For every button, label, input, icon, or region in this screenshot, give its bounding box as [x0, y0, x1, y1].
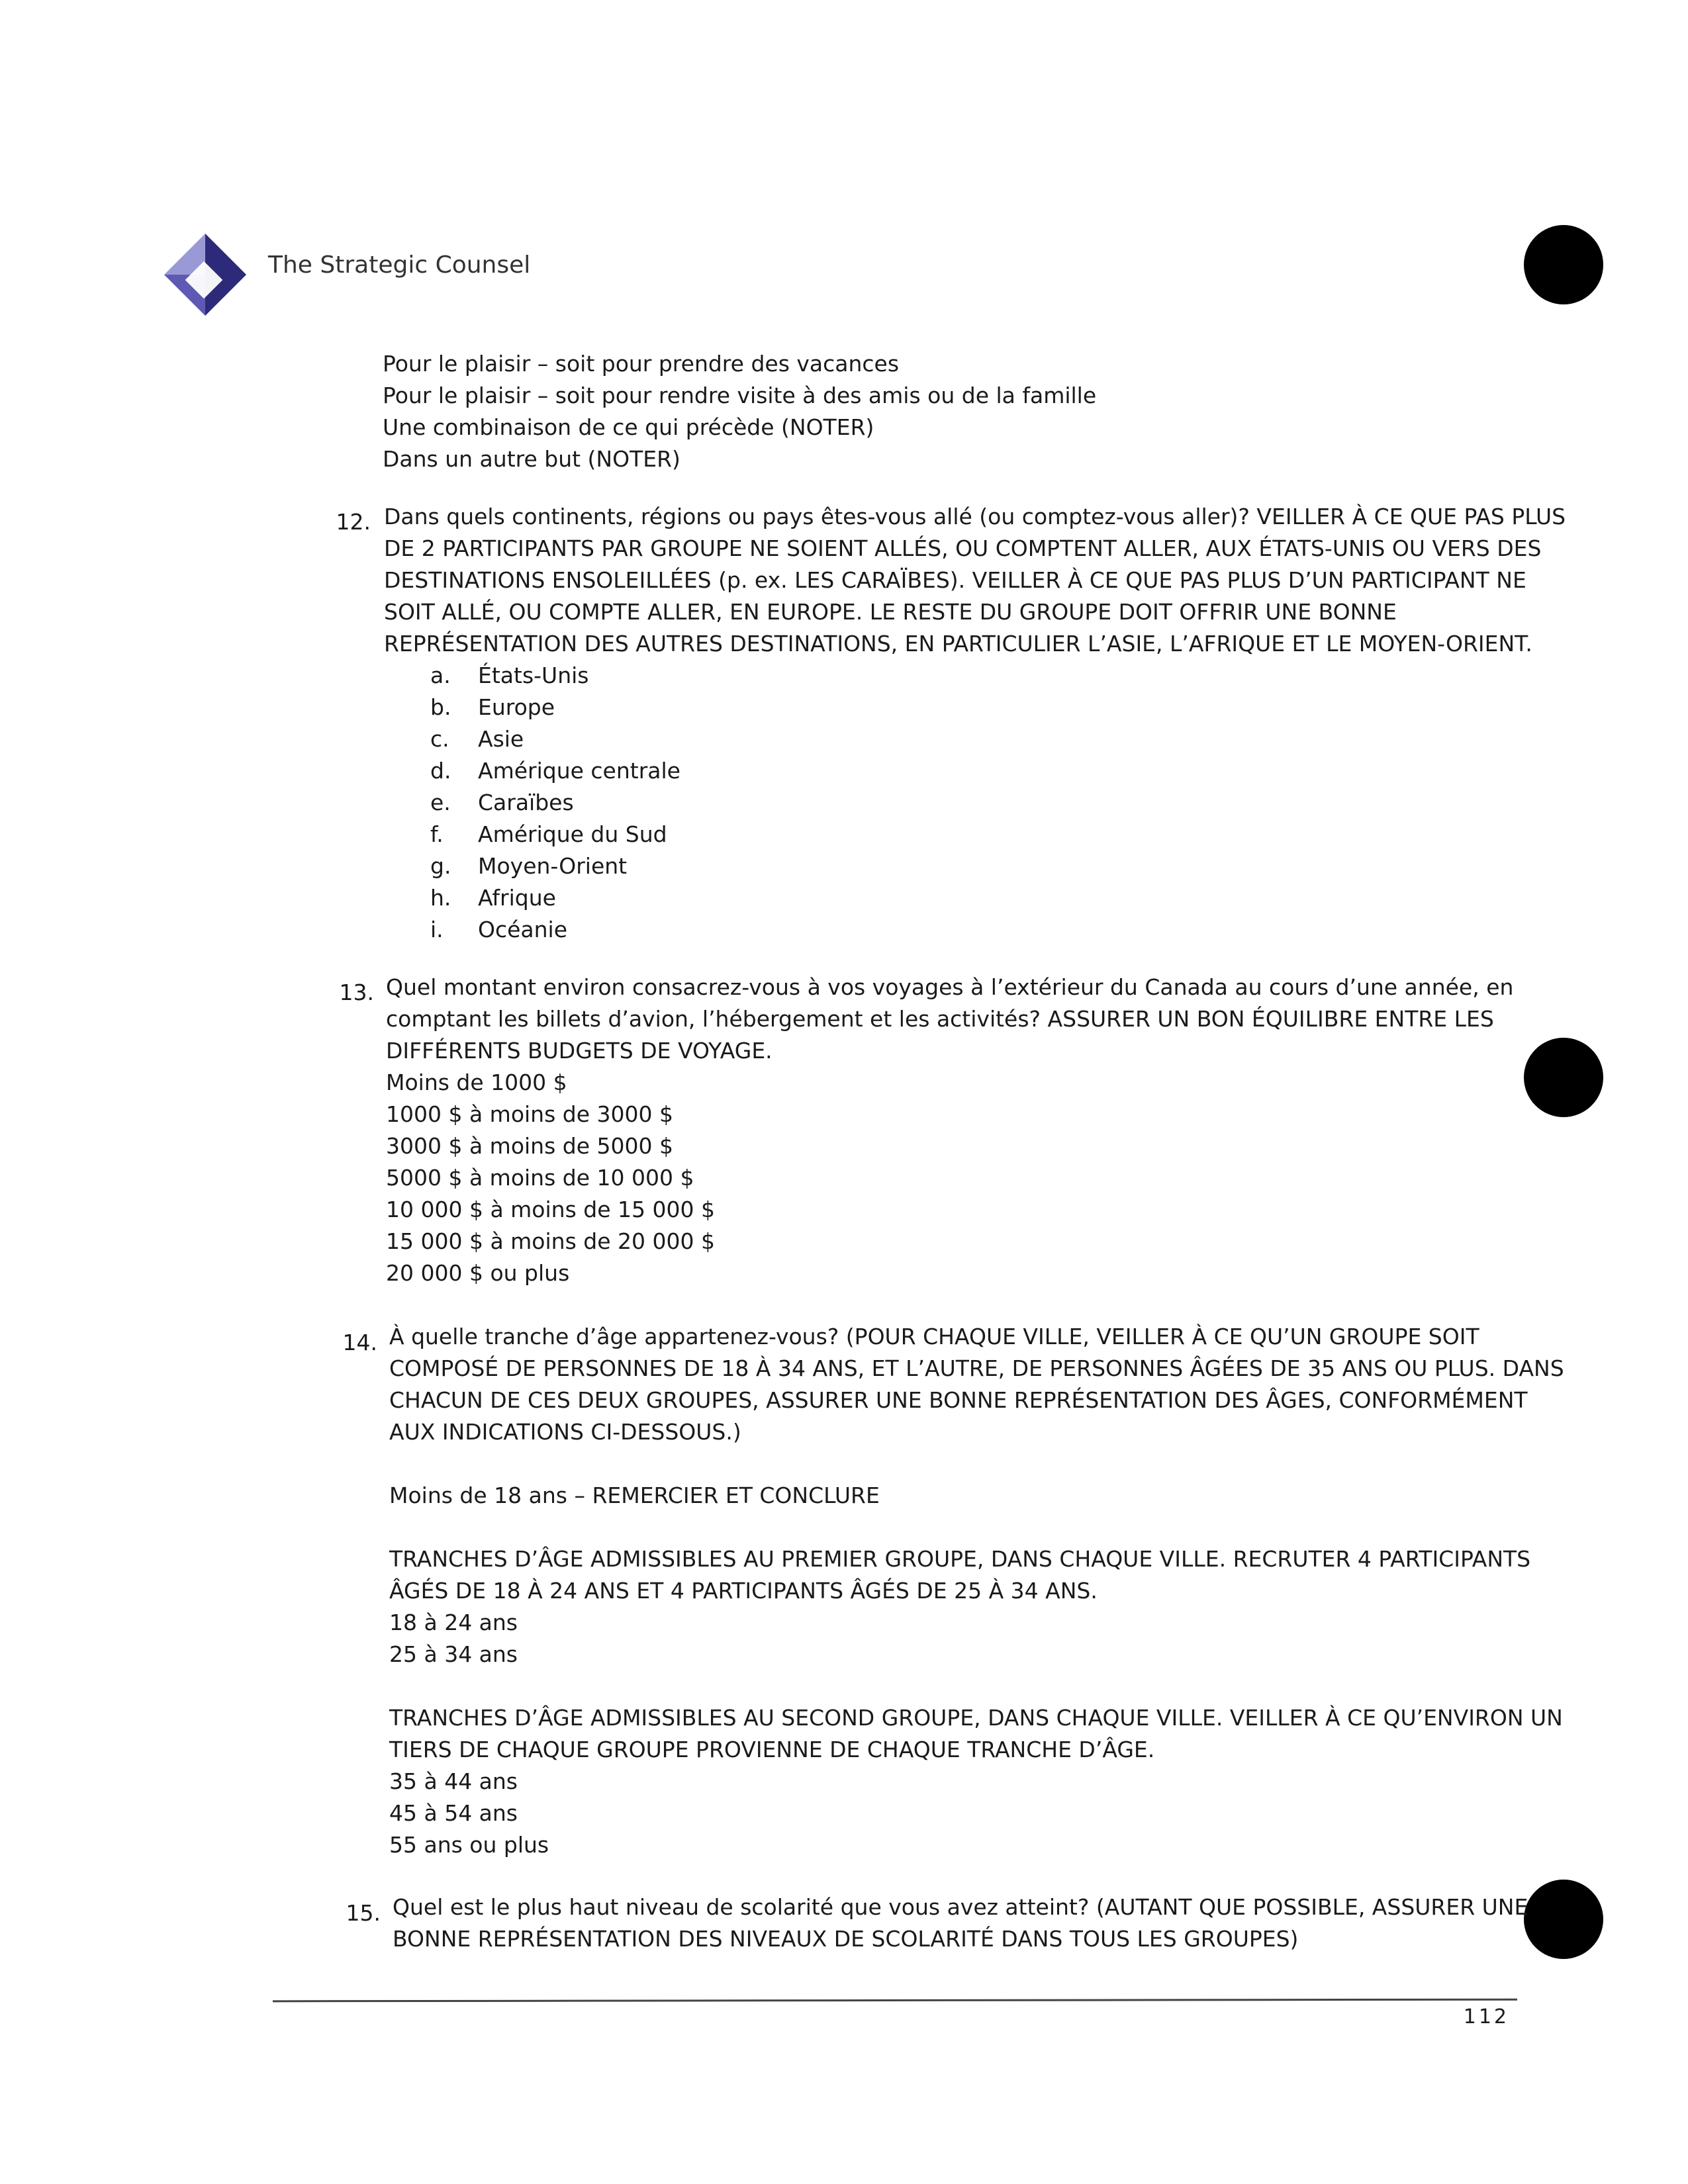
list-item [430, 882, 827, 914]
list-item: 25 à 34 ans [389, 1641, 518, 1667]
list-item [430, 850, 827, 882]
list-item: Une combinaison de ce qui précède (NOTER) [383, 414, 874, 440]
question-line: DE 2 PARTICIPANTS PAR GROUPE NE SOIENT ALLÉS, OU COMPTENT ALLER, AUX ÉTATS-UNIS OU VERS DES [384, 535, 1542, 561]
list-item [430, 723, 827, 755]
list-item [430, 787, 827, 819]
group-2-instruction: TRANCHES D’ÂGE ADMISSIBLES AU SECOND GROUPE, DANS CHAQUE VILLE. VEILLER À CE QU’ENVIRON UN [389, 1705, 1563, 1731]
list-item: 20 000 $ ou plus [386, 1260, 570, 1286]
question-line: BONNE REPRÉSENTATION DES NIVEAUX DE SCOLARITÉ DANS TOUS LES GROUPES) [393, 1926, 1299, 1952]
under-18-instruction: Moins de 18 ans – REMERCIER ET CONCLURE [389, 1482, 880, 1508]
option-label: Asie [478, 726, 524, 752]
option-letter: h. [430, 885, 451, 911]
list-item: Pour le plaisir – soit pour prendre des vacances [383, 351, 900, 377]
option-label: Moyen-Orient [478, 853, 628, 879]
option-label: Afrique [478, 885, 556, 911]
option-letter: c. [430, 726, 449, 752]
option-letter: a. [430, 662, 451, 688]
option-label: Océanie [478, 917, 568, 942]
option-label: Amérique du Sud [478, 821, 667, 847]
list-item: Dans un autre but (NOTER) [383, 446, 680, 472]
list-item [430, 660, 827, 692]
question-13-text [386, 972, 1513, 1289]
question-line: Dans quels continents, régions ou pays êtes-vous allé (ou comptez-vous aller)? VEILLER À CE QUE PAS PLUS [384, 504, 1566, 529]
page-number: 112 [1463, 2005, 1509, 2028]
question-line: DESTINATIONS ENSOLEILLÉES (p. ex. LES CARAÏBES). VEILLER À CE QUE PAS PLUS D’UN PARTICIPANT NE [384, 567, 1526, 593]
group-2-instruction: TIERS DE CHAQUE GROUPE PROVIENNE DE CHAQUE TRANCHE D’ÂGE. [389, 1737, 1155, 1762]
option-letter: f. [430, 821, 444, 847]
question-14-number: 14. [342, 1330, 377, 1355]
list-item [430, 914, 827, 946]
list-item: 10 000 $ à moins de 15 000 $ [386, 1197, 715, 1222]
option-letter: e. [430, 790, 451, 815]
question-line: Quel montant environ consacrez-vous à vos voyages à l’extérieur du Canada au cours d’une année, en [386, 974, 1514, 1000]
question-line: REPRÉSENTATION DES AUTRES DESTINATIONS, EN PARTICULIER L’ASIE, L’AFRIQUE ET LE MOYEN-ORIENT. [384, 631, 1532, 657]
list-item: 3000 $ à moins de 5000 $ [386, 1133, 673, 1159]
binder-hole-bottom [1524, 1880, 1603, 1959]
group-1-instruction: TRANCHES D’ÂGE ADMISSIBLES AU PREMIER GROUPE, DANS CHAQUE VILLE. RECRUTER 4 PARTICIPANTS [389, 1546, 1531, 1572]
option-label: États-Unis [478, 662, 589, 688]
company-name: The Strategic Counsel [268, 251, 531, 279]
option-label: Europe [478, 694, 555, 720]
list-item: 15 000 $ à moins de 20 000 $ [386, 1228, 715, 1254]
list-item: 5000 $ à moins de 10 000 $ [386, 1165, 694, 1191]
question-line: Quel est le plus haut niveau de scolarité que vous avez atteint? (AUTANT QUE POSSIBLE, ASSURER UNE [393, 1894, 1528, 1920]
list-item: 45 à 54 ans [389, 1800, 518, 1826]
list-item [430, 692, 827, 723]
option-label: Caraïbes [478, 790, 574, 815]
footer-divider [273, 1999, 1517, 2003]
question-12-options [430, 660, 827, 946]
question-line: À quelle tranche d’âge appartenez-vous? (POUR CHAQUE VILLE, VEILLER À CE QU’UN GROUPE SOIT [389, 1324, 1479, 1349]
option-letter: i. [430, 917, 444, 942]
list-item: 55 ans ou plus [389, 1832, 549, 1858]
group-1-instruction: ÂGÉS DE 18 À 24 ANS ET 4 PARTICIPANTS ÂGÉS DE 25 À 34 ANS. [389, 1578, 1098, 1604]
question-15-text [393, 1891, 1528, 1955]
option-label: Amérique centrale [478, 758, 680, 784]
question-line: CHACUN DE CES DEUX GROUPES, ASSURER UNE BONNE REPRÉSENTATION DES ÂGES, CONFORMÉMENT [389, 1387, 1528, 1413]
question-14-text [389, 1321, 1564, 1861]
question-13-number: 13. [339, 979, 374, 1005]
list-item: 1000 $ à moins de 3000 $ [386, 1101, 673, 1127]
list-item: Moins de 1000 $ [386, 1069, 567, 1095]
question-line: AUX INDICATIONS CI-DESSOUS.) [389, 1419, 741, 1445]
question-15-number: 15. [346, 1900, 381, 1926]
option-letter: g. [430, 853, 451, 879]
list-item [430, 755, 827, 787]
list-item: 18 à 24 ans [389, 1610, 518, 1635]
question-12-number: 12. [336, 509, 371, 535]
list-item [430, 819, 827, 850]
company-logo-icon [159, 228, 252, 321]
intro-options [383, 348, 1096, 475]
option-letter: d. [430, 758, 451, 784]
option-letter: b. [430, 694, 451, 720]
binder-hole-middle [1524, 1038, 1603, 1117]
question-12-text [384, 501, 1566, 660]
question-line: COMPOSÉ DE PERSONNES DE 18 À 34 ANS, ET L’AUTRE, DE PERSONNES ÂGÉES DE 35 ANS OU PLUS. DANS [389, 1355, 1564, 1381]
question-line: SOIT ALLÉ, OU COMPTE ALLER, EN EUROPE. LE RESTE DU GROUPE DOIT OFFRIR UNE BONNE [384, 599, 1397, 625]
question-line: DIFFÉRENTS BUDGETS DE VOYAGE. [386, 1038, 773, 1064]
list-item: Pour le plaisir – soit pour rendre visite à des amis ou de la famille [383, 383, 1097, 408]
question-line: comptant les billets d’avion, l’hébergement et les activités? ASSURER UN BON ÉQUILIBRE ENTRE LES [386, 1006, 1494, 1032]
binder-hole-top [1524, 225, 1603, 304]
list-item: 35 à 44 ans [389, 1768, 518, 1794]
